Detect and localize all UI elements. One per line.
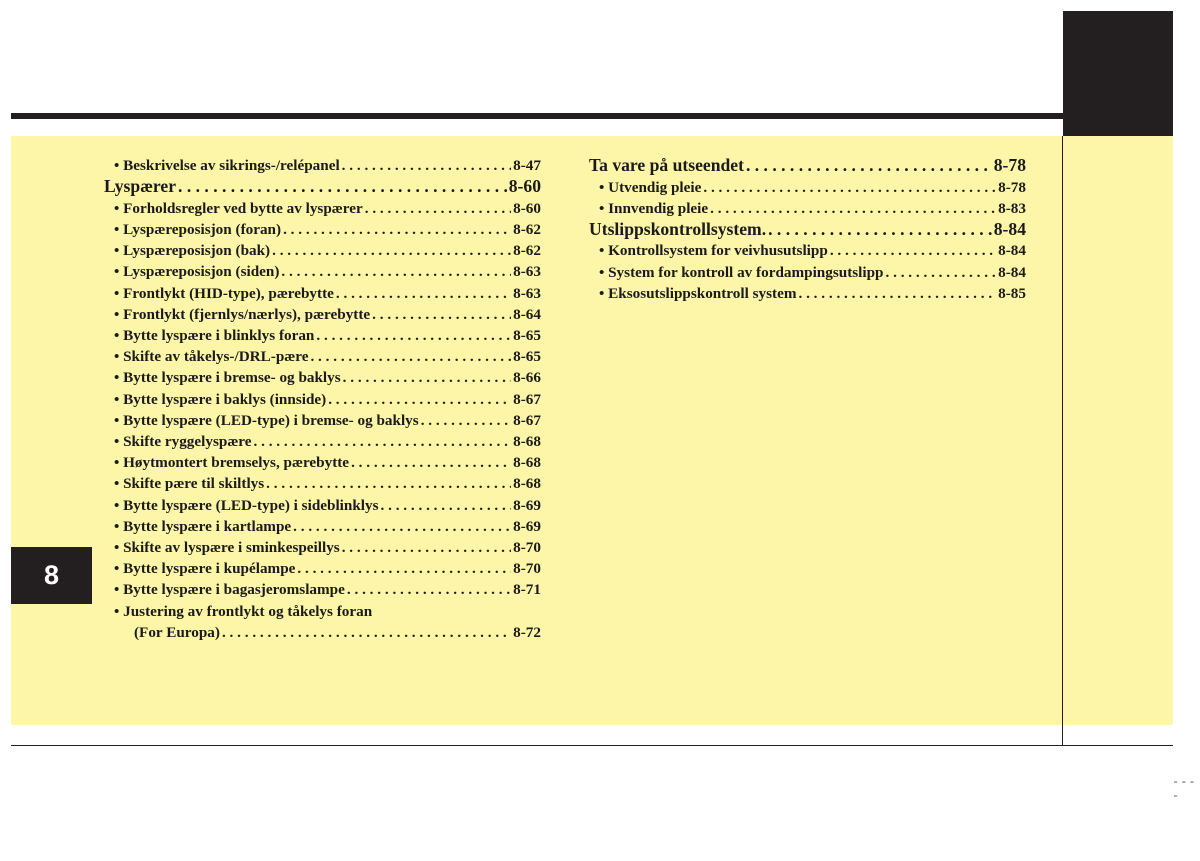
dot-leader	[421, 410, 511, 431]
corner-block	[1063, 11, 1173, 136]
toc-entry-label: • Skifte av tåkelys-/DRL-pære	[114, 348, 309, 366]
toc-entry[interactable]	[104, 240, 541, 261]
dot-leader	[281, 261, 511, 282]
dot-leader	[178, 176, 507, 198]
toc-entry-label: • Bytte lyspære (LED-type) i sideblinklys	[114, 496, 379, 514]
toc-entry[interactable]	[104, 473, 541, 494]
toc-section[interactable]	[589, 219, 1026, 241]
toc-entry[interactable]	[104, 389, 541, 410]
toc-column-right	[589, 155, 1026, 304]
toc-entry-label: • Bytte lyspære i blinklys foran	[114, 326, 315, 344]
dot-leader	[343, 367, 512, 388]
dot-leader	[798, 283, 996, 304]
dot-leader	[703, 177, 996, 198]
toc-entry-label: • Innvendig pleie	[599, 199, 709, 217]
toc-entry-label: Lyspærer	[104, 176, 177, 197]
toc-entry[interactable]	[104, 601, 541, 622]
side-strip	[1063, 136, 1173, 725]
toc-entry[interactable]	[589, 198, 1026, 219]
toc-entry-page: 8-78	[993, 155, 1026, 175]
toc-entry-label: • Kontrollsystem for veivhusutslipp	[599, 242, 828, 260]
dot-leader	[372, 304, 511, 325]
toc-entry[interactable]	[104, 431, 541, 452]
toc-entry[interactable]	[104, 495, 541, 516]
toc-entry-label: (For Europa)	[134, 623, 220, 641]
toc-entry-label: • Skifte pære til skiltlys	[114, 475, 265, 493]
toc-entry-page: 8-70	[513, 560, 541, 578]
dot-leader	[283, 219, 511, 240]
vertical-divider	[1062, 136, 1063, 746]
toc-entry-label: • Bytte lyspære i bremse- og baklys	[114, 369, 341, 387]
toc-entry-label: • Bytte lyspære (LED-type) i bremse- og baklys	[114, 411, 419, 429]
toc-entry-label: • Høytmontert bremselys, pærebytte	[114, 454, 350, 472]
toc-entry-label: • Beskrivelse av sikrings-/relépanel	[114, 157, 340, 174]
toc-entry-page: 8-65	[513, 348, 541, 366]
toc-entry-page: 8-63	[513, 263, 541, 281]
toc-entry-page: 8-84	[998, 263, 1026, 281]
toc-entry[interactable]	[104, 304, 541, 325]
toc-entry-page: 8-83	[998, 199, 1026, 217]
toc-entry-page: 8-68	[513, 432, 541, 450]
dot-leader	[830, 240, 996, 261]
toc-entry-page: 8-62	[513, 220, 541, 238]
dot-leader	[310, 346, 511, 367]
toc-entry-label: Utslippskontrollsystem.	[589, 218, 767, 239]
toc-entry[interactable]	[104, 579, 541, 600]
dot-leader	[351, 452, 511, 473]
toc-entry-page: 8-60	[508, 176, 541, 197]
toc-entry-label: • Skifte ryggelyspære	[114, 432, 252, 450]
toc-entry[interactable]	[104, 537, 541, 558]
dot-leader	[293, 516, 511, 537]
dot-leader	[768, 219, 992, 241]
toc-entry-page: 8-68	[513, 475, 541, 493]
toc-entry-label: • Utvendig pleie	[599, 178, 702, 196]
page-marker: ----	[1172, 775, 1197, 803]
toc-entry-page: 8-60	[513, 199, 541, 217]
toc-entry-page: 8-65	[513, 326, 541, 344]
toc-entry[interactable]	[589, 240, 1026, 261]
toc-entry-page: 8-67	[513, 411, 541, 429]
toc-entry-page: 8-69	[513, 496, 541, 514]
toc-entry-label: • Justering av frontlykt og tåkelys foran	[114, 602, 373, 620]
toc-entry-page: 8-85	[998, 284, 1026, 302]
dot-leader	[328, 389, 511, 410]
toc-entry-page: 8-84	[998, 242, 1026, 260]
dot-leader	[342, 537, 511, 558]
dot-leader	[266, 473, 511, 494]
toc-entry[interactable]	[104, 283, 541, 304]
toc-section[interactable]	[589, 155, 1026, 177]
dot-leader	[746, 155, 992, 177]
dot-leader	[254, 431, 512, 452]
dot-leader	[316, 325, 511, 346]
toc-entry-label: • Eksosutslippskontroll system	[599, 284, 797, 302]
toc-entry-label: • Skifte av lyspære i sminkespeillys	[114, 538, 340, 556]
toc-entry-page: 8-72	[513, 623, 541, 641]
dot-leader	[347, 579, 511, 600]
toc-entry-label: • Bytte lyspære i bagasjeromslampe	[114, 581, 345, 599]
toc-entry[interactable]	[104, 367, 541, 388]
dot-leader	[222, 622, 511, 643]
toc-entry-page: 8-64	[513, 305, 541, 323]
toc-entry[interactable]	[104, 219, 541, 240]
bottom-rule	[11, 745, 1173, 746]
toc-entry[interactable]	[589, 283, 1026, 304]
toc-entry[interactable]	[104, 261, 541, 282]
dot-leader	[342, 155, 511, 176]
toc-entry-label: • Bytte lyspære i baklys (innside)	[114, 390, 327, 408]
dot-leader	[297, 558, 511, 579]
toc-entry[interactable]	[589, 177, 1026, 198]
dot-leader	[272, 240, 511, 261]
toc-entry-label: • Frontlykt (fjernlys/nærlys), pærebytte	[114, 305, 371, 323]
toc-entry-page: 8-63	[513, 284, 541, 302]
toc-entry-page: 8-84	[993, 218, 1026, 239]
chapter-tab: 8	[11, 547, 92, 604]
dot-leader	[336, 283, 511, 304]
toc-entry[interactable]	[104, 452, 541, 473]
toc-entry[interactable]	[104, 622, 541, 643]
toc-entry-page: 8-66	[513, 369, 541, 387]
toc-entry[interactable]	[104, 516, 541, 537]
toc-entry[interactable]	[104, 198, 541, 219]
dot-leader	[365, 198, 511, 219]
toc-entry[interactable]	[104, 325, 541, 346]
toc-entry-label: • Lyspæreposisjon (foran)	[114, 220, 282, 238]
toc-entry-page: 8-62	[513, 242, 541, 260]
dot-leader	[381, 495, 512, 516]
toc-column-left	[104, 155, 541, 643]
toc-entry-label: • Frontlykt (HID-type), pærebytte	[114, 284, 334, 302]
toc-entry-page: 8-69	[513, 517, 541, 535]
top-rule	[11, 113, 1063, 119]
toc-entry-page: 8-71	[513, 581, 541, 599]
toc-entry[interactable]	[104, 155, 541, 176]
toc-entry-page: 8-70	[513, 538, 541, 556]
toc-entry[interactable]	[104, 346, 541, 367]
toc-entry-page: 8-47	[513, 157, 541, 174]
toc-entry-page: 8-78	[998, 178, 1026, 196]
toc-entry[interactable]	[104, 410, 541, 431]
toc-entry-page: 8-67	[513, 390, 541, 408]
toc-entry-label: • System for kontroll av fordampingsutslipp	[599, 263, 884, 281]
toc-entry[interactable]	[589, 262, 1026, 283]
dot-leader	[710, 198, 996, 219]
toc-entry-page: 8-68	[513, 454, 541, 472]
toc-entry-label: • Forholdsregler ved bytte av lyspærer	[114, 199, 363, 217]
toc-entry-label: Ta vare på utseendet	[589, 155, 744, 175]
toc-section[interactable]	[104, 176, 541, 198]
toc-entry-label: • Bytte lyspære i kupélampe	[114, 560, 296, 578]
toc-entry-label: • Lyspæreposisjon (bak)	[114, 242, 271, 260]
toc-entry-label: • Bytte lyspære i kartlampe	[114, 517, 292, 535]
toc-entry-label: • Lyspæreposisjon (siden)	[114, 263, 280, 281]
toc-entry[interactable]	[104, 558, 541, 579]
dot-leader	[886, 262, 997, 283]
